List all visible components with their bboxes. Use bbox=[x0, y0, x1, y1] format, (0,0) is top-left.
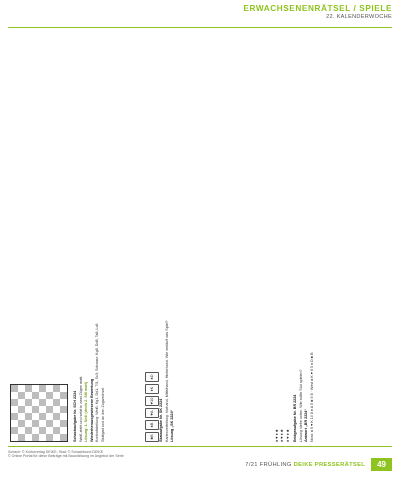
chess-text-1: Weiß zieht und setzt in zwei Zügen matt. bbox=[78, 375, 83, 442]
chess-square bbox=[11, 427, 18, 434]
chess-square bbox=[32, 399, 39, 406]
skat-heading: Skataufgabe Nr. SK 2224 bbox=[159, 398, 163, 442]
bottom-rule bbox=[8, 446, 392, 447]
chess-square bbox=[32, 406, 39, 413]
chess-square bbox=[53, 413, 60, 420]
chess-square bbox=[25, 399, 32, 406]
chess-square bbox=[25, 434, 32, 441]
skat-card: ♥10 bbox=[145, 396, 159, 406]
chess-square bbox=[53, 399, 60, 406]
chess-square bbox=[32, 392, 39, 399]
chess-square bbox=[25, 427, 32, 434]
copyright-note bbox=[8, 450, 124, 459]
chess-square bbox=[53, 420, 60, 427]
page-footer bbox=[245, 458, 392, 471]
chess-square bbox=[60, 427, 67, 434]
chess-square bbox=[11, 399, 18, 406]
chess-square bbox=[39, 420, 46, 427]
skat-card: ♠B bbox=[145, 420, 159, 430]
chess-square bbox=[25, 413, 32, 420]
skat-card: ♥A bbox=[145, 408, 159, 418]
skat-cards bbox=[145, 30, 159, 442]
chess-square bbox=[46, 413, 53, 420]
issue-label bbox=[245, 462, 365, 468]
bridge-text-1: Lösung siehe unten. Wie sollte Süd spielen? bbox=[298, 369, 303, 442]
chess-square bbox=[11, 406, 18, 413]
chess-square bbox=[39, 434, 46, 441]
copyright-line: © Online Portal für diese Beiträge mit Bauchlösung im Angebot der Serie bbox=[8, 454, 124, 459]
chess-square bbox=[39, 427, 46, 434]
skat-text-1: Kartenverteilung: Vorhand, Mittelhand, Hinterhand. Wie verläuft das Spiel? bbox=[164, 320, 169, 442]
chess-square bbox=[25, 385, 32, 392]
chess-solution: Lösung: 1. Se4! (droht 2. Sf6 matt) bbox=[84, 381, 89, 442]
chess-square bbox=[46, 385, 53, 392]
skat-card: ♠D bbox=[145, 372, 159, 382]
chess-square bbox=[60, 434, 67, 441]
chess-text-4: Stuttgart und an den Zugwechsel. bbox=[100, 386, 105, 442]
chess-square bbox=[25, 406, 32, 413]
chess-square bbox=[60, 413, 67, 420]
chess-square bbox=[60, 392, 67, 399]
chess-square bbox=[11, 392, 18, 399]
chess-square bbox=[39, 413, 46, 420]
chess-square bbox=[11, 420, 18, 427]
page-number: 49 bbox=[371, 458, 392, 471]
bridge-heading: Bridgeaufgabe Nr. BR 2224 bbox=[293, 394, 298, 442]
chess-square bbox=[46, 399, 53, 406]
chess-square bbox=[53, 392, 60, 399]
chess-square bbox=[39, 385, 46, 392]
chess-square bbox=[46, 392, 53, 399]
chess-square bbox=[46, 434, 53, 441]
chess-square bbox=[18, 399, 25, 406]
bridge-answer-heading: Antwort „BR 2224“ bbox=[304, 408, 309, 442]
footer-section: DEIKE PRESSERÄTSEL bbox=[293, 461, 366, 468]
column-skat bbox=[145, 30, 270, 442]
skat-card: ♣B bbox=[145, 432, 159, 442]
chess-square bbox=[53, 427, 60, 434]
chess-square bbox=[11, 385, 18, 392]
chess-square bbox=[18, 427, 25, 434]
chess-board bbox=[10, 384, 68, 442]
chess-square bbox=[32, 413, 39, 420]
chess-square bbox=[39, 392, 46, 399]
chess-square bbox=[46, 427, 53, 434]
chess-square bbox=[11, 434, 18, 441]
chess-square bbox=[32, 434, 39, 441]
chess-heading: Schachaufgabe Nr. SCH 2224 bbox=[73, 390, 77, 442]
chess-square bbox=[60, 399, 67, 406]
bridge-hand-diagram: ♠ ♥ ♦ ♣ ♠ ♥ ♦ ♣ ♠ ♥ ♦ ♣ bbox=[274, 429, 290, 442]
chess-square bbox=[53, 434, 60, 441]
chess-square bbox=[60, 420, 67, 427]
chess-square bbox=[46, 420, 53, 427]
chess-square bbox=[46, 406, 53, 413]
section-subtitle: 22. KALENDERWOCHE bbox=[326, 14, 392, 21]
section-title: ERWACHSENENRÄTSEL / SPIELE bbox=[243, 4, 392, 13]
chess-square bbox=[32, 420, 39, 427]
skat-card: ♦K bbox=[145, 384, 159, 394]
chess-square bbox=[32, 427, 39, 434]
copyright-line: Schach: © Kulturverlag DEIKE; Skat: © Schachbund DEIKE bbox=[8, 450, 104, 454]
chess-square bbox=[18, 413, 25, 420]
chess-square bbox=[18, 434, 25, 441]
chess-square bbox=[32, 385, 39, 392]
chess-square bbox=[18, 406, 25, 413]
skat-answer-heading: Lösung „SK 2224“ bbox=[170, 409, 175, 442]
chess-square bbox=[53, 406, 60, 413]
chess-square bbox=[39, 399, 46, 406]
chess-square bbox=[25, 392, 32, 399]
chess-square bbox=[18, 420, 25, 427]
column-bridge bbox=[275, 30, 400, 442]
chess-square bbox=[18, 385, 25, 392]
chess-text-3: Kontrollstellung: Weiß: Kg1, Dd1, Tf1, Sc3; Schwarz: Kg8, Dd8, Ta8, Lc8 bbox=[95, 323, 100, 442]
chess-square bbox=[60, 385, 67, 392]
bridge-text-2: Nord: ♠ 9 ♥ K 10 8 ♦ A 5 ♣ 9 8 · West ♠ K ♥ 6 5 ♦ D ♣ B bbox=[309, 352, 314, 442]
chess-square bbox=[39, 406, 46, 413]
chess-square bbox=[60, 406, 67, 413]
chess-text-2: Wiederherausgewiesene Bewertung bbox=[89, 378, 94, 442]
chess-square bbox=[11, 413, 18, 420]
page-header bbox=[243, 4, 392, 21]
issue-text: 7/21 FRÜHLING bbox=[245, 461, 292, 468]
column-chess bbox=[10, 30, 138, 442]
chess-square bbox=[53, 385, 60, 392]
top-rule bbox=[8, 27, 392, 28]
chess-square bbox=[18, 392, 25, 399]
chess-square bbox=[25, 420, 32, 427]
